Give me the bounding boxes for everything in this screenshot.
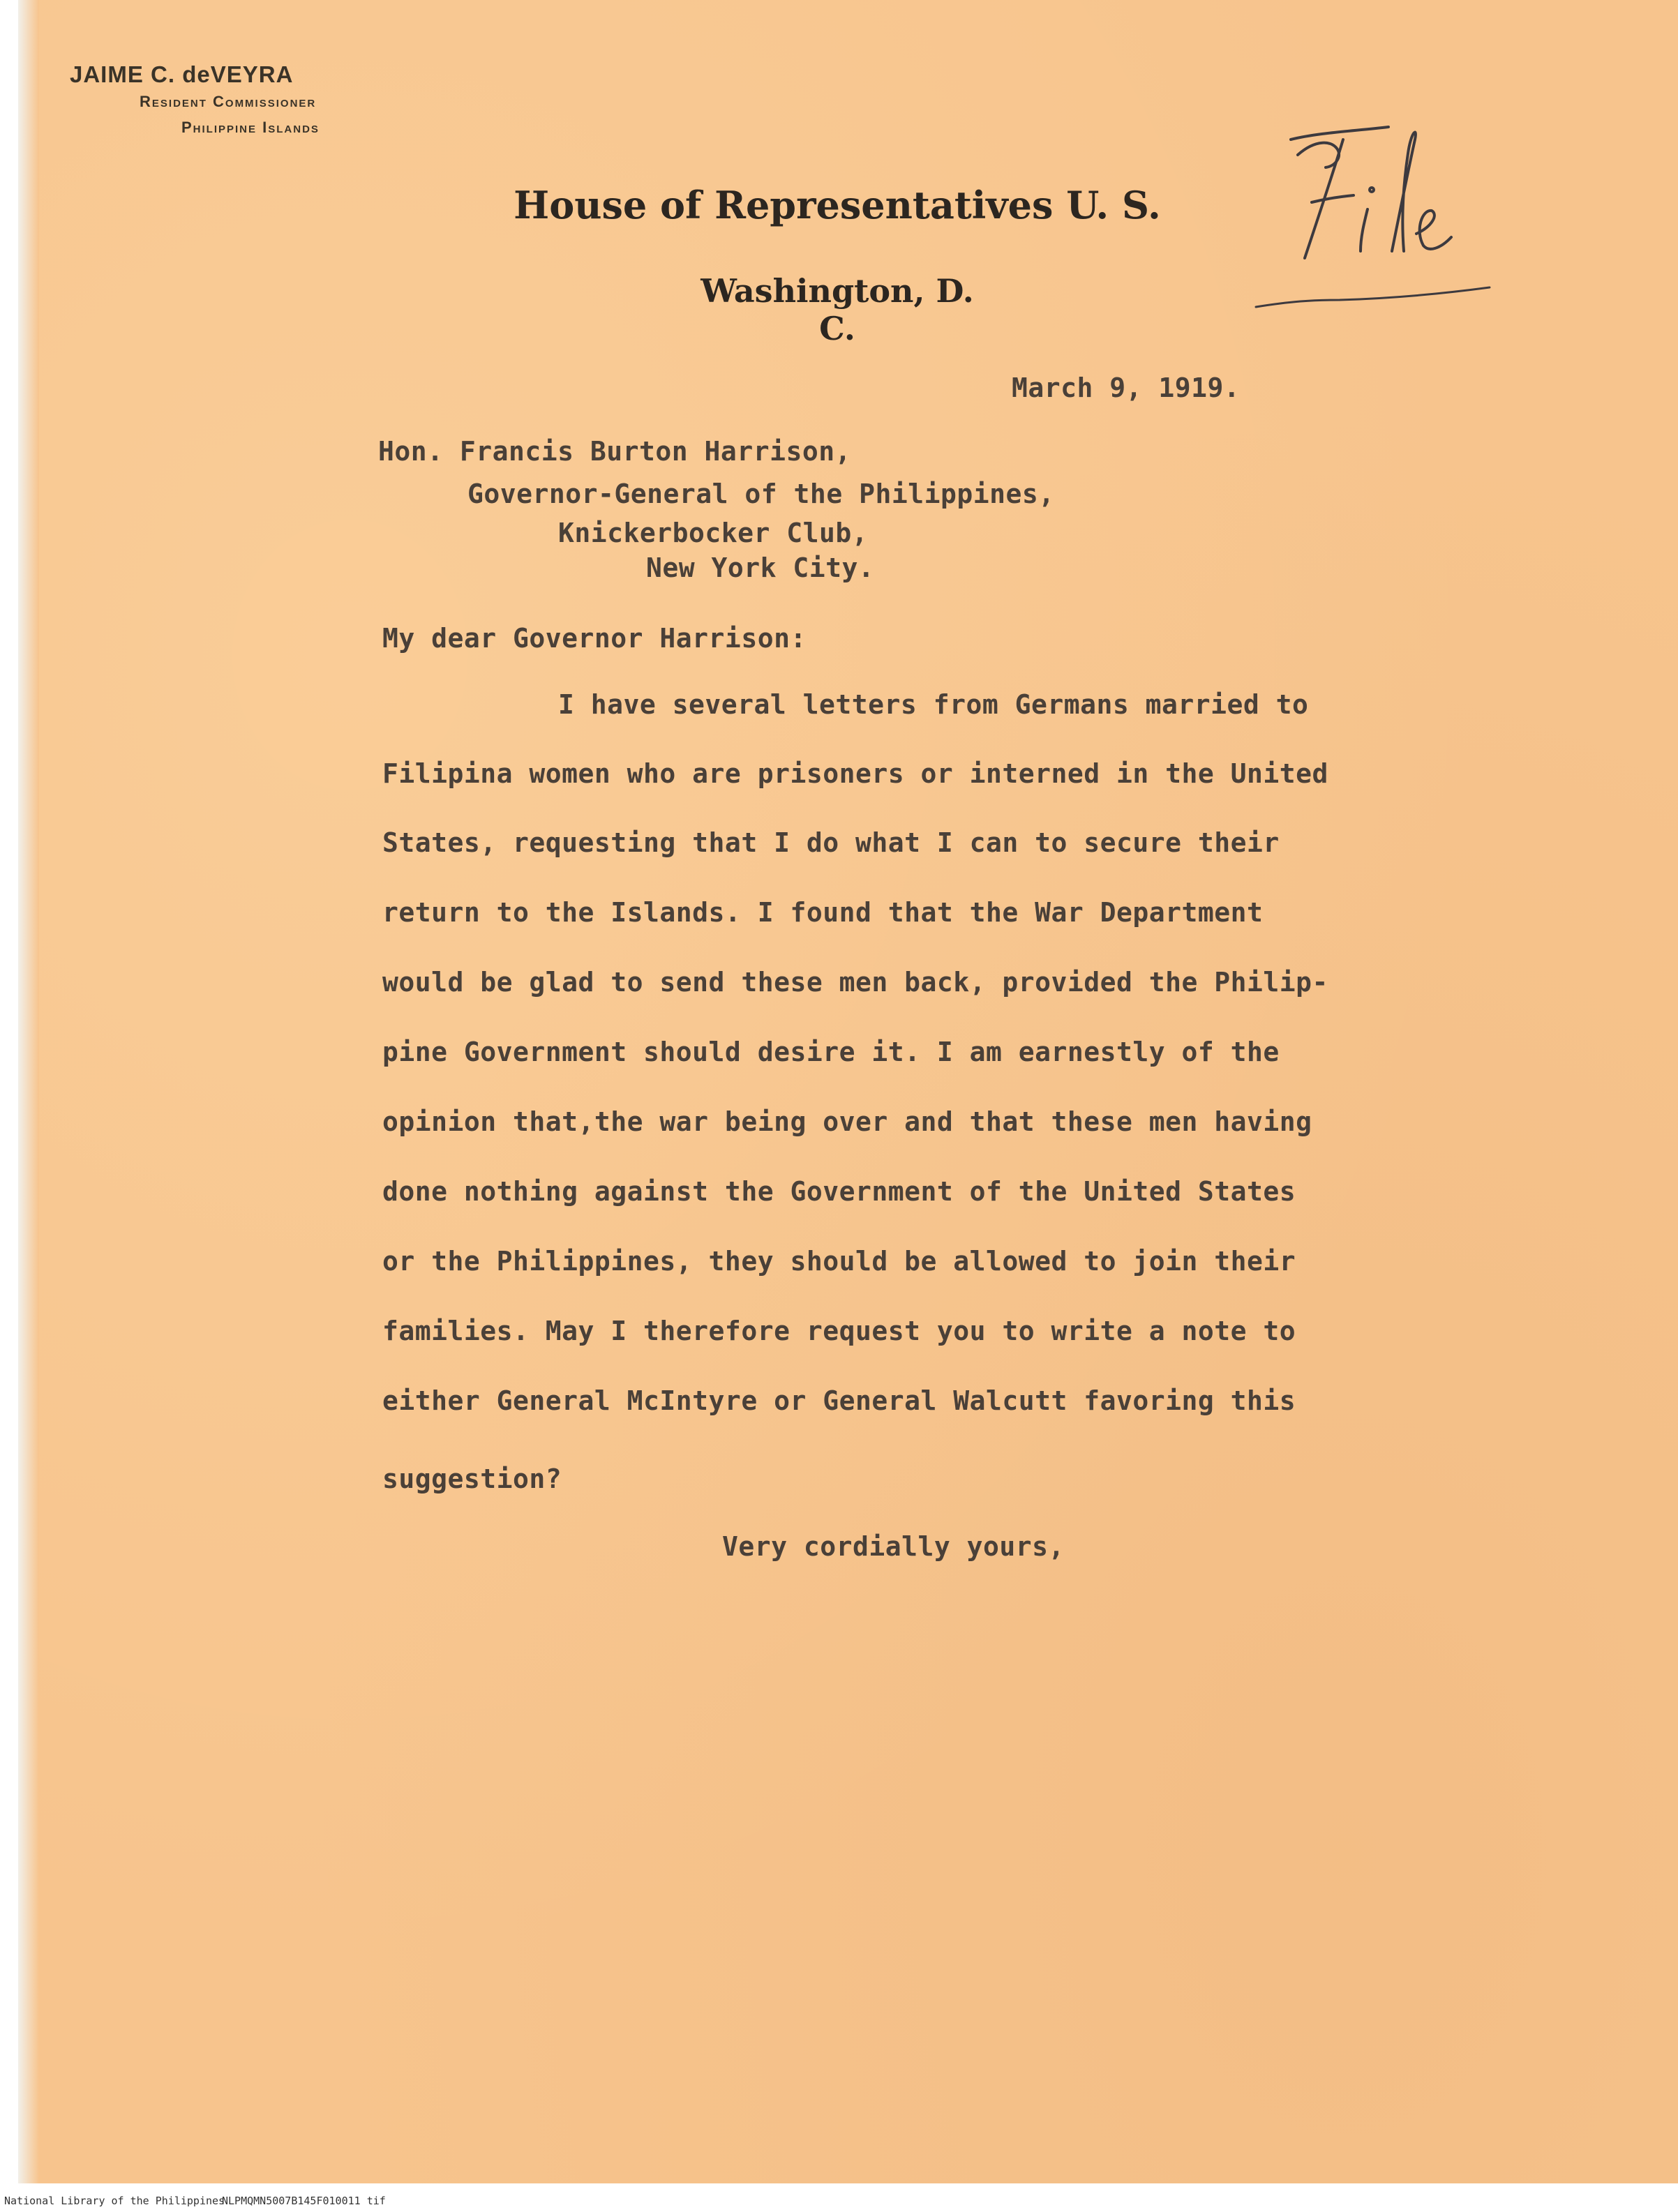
sender-name: JAIME C. deVEYRA	[70, 61, 294, 87]
handwritten-file-annotation	[1249, 112, 1500, 321]
body-line: pine Government should desire it. I am earnestly of the	[382, 1037, 1280, 1067]
archive-label: National Library of the Philippines	[4, 2195, 225, 2207]
body-line: suggestion?	[382, 1464, 562, 1494]
body-line: would be glad to send these men back, provided the Philip-	[382, 967, 1328, 998]
address-line: Knickerbocker Club,	[558, 518, 869, 548]
body-line: return to the Islands. I found that the War Department	[382, 897, 1264, 928]
address-line: Governor-General of the Philippines,	[467, 479, 1055, 509]
body-line: done nothing against the Government of the United States	[382, 1176, 1296, 1207]
body-line: Filipina women who are prisoners or interned in the United	[382, 758, 1328, 789]
closing: Very cordially yours,	[722, 1531, 1065, 1562]
body-line: or the Philippines, they should be allowed to join their	[382, 1246, 1296, 1277]
letter-date: March 9, 1919.	[1012, 373, 1241, 403]
page-edge	[18, 0, 39, 2183]
salutation: My dear Governor Harrison:	[382, 623, 807, 654]
body-line: opinion that,the war being over and that these men having	[382, 1106, 1312, 1137]
body-line: families. May I therefore request you to write a note to	[382, 1316, 1296, 1346]
institution-heading: House of Representatives U. S.	[514, 183, 1161, 227]
body-line: either General McIntyre or General Walcutt favoring this	[382, 1385, 1296, 1416]
body-line: States, requesting that I do what I can to secure their	[382, 827, 1280, 858]
body-line: I have several letters from Germans married to	[558, 689, 1309, 720]
city-heading: Washington, D. C.	[701, 272, 974, 347]
file-code: NLPMQMN5007B145F010011 tif	[222, 2195, 386, 2207]
sender-place: Philippine Islands	[181, 119, 320, 136]
address-line: New York City.	[646, 552, 875, 583]
sender-title: Resident Commissioner	[140, 93, 317, 110]
address-line: Hon. Francis Burton Harrison,	[378, 436, 851, 467]
